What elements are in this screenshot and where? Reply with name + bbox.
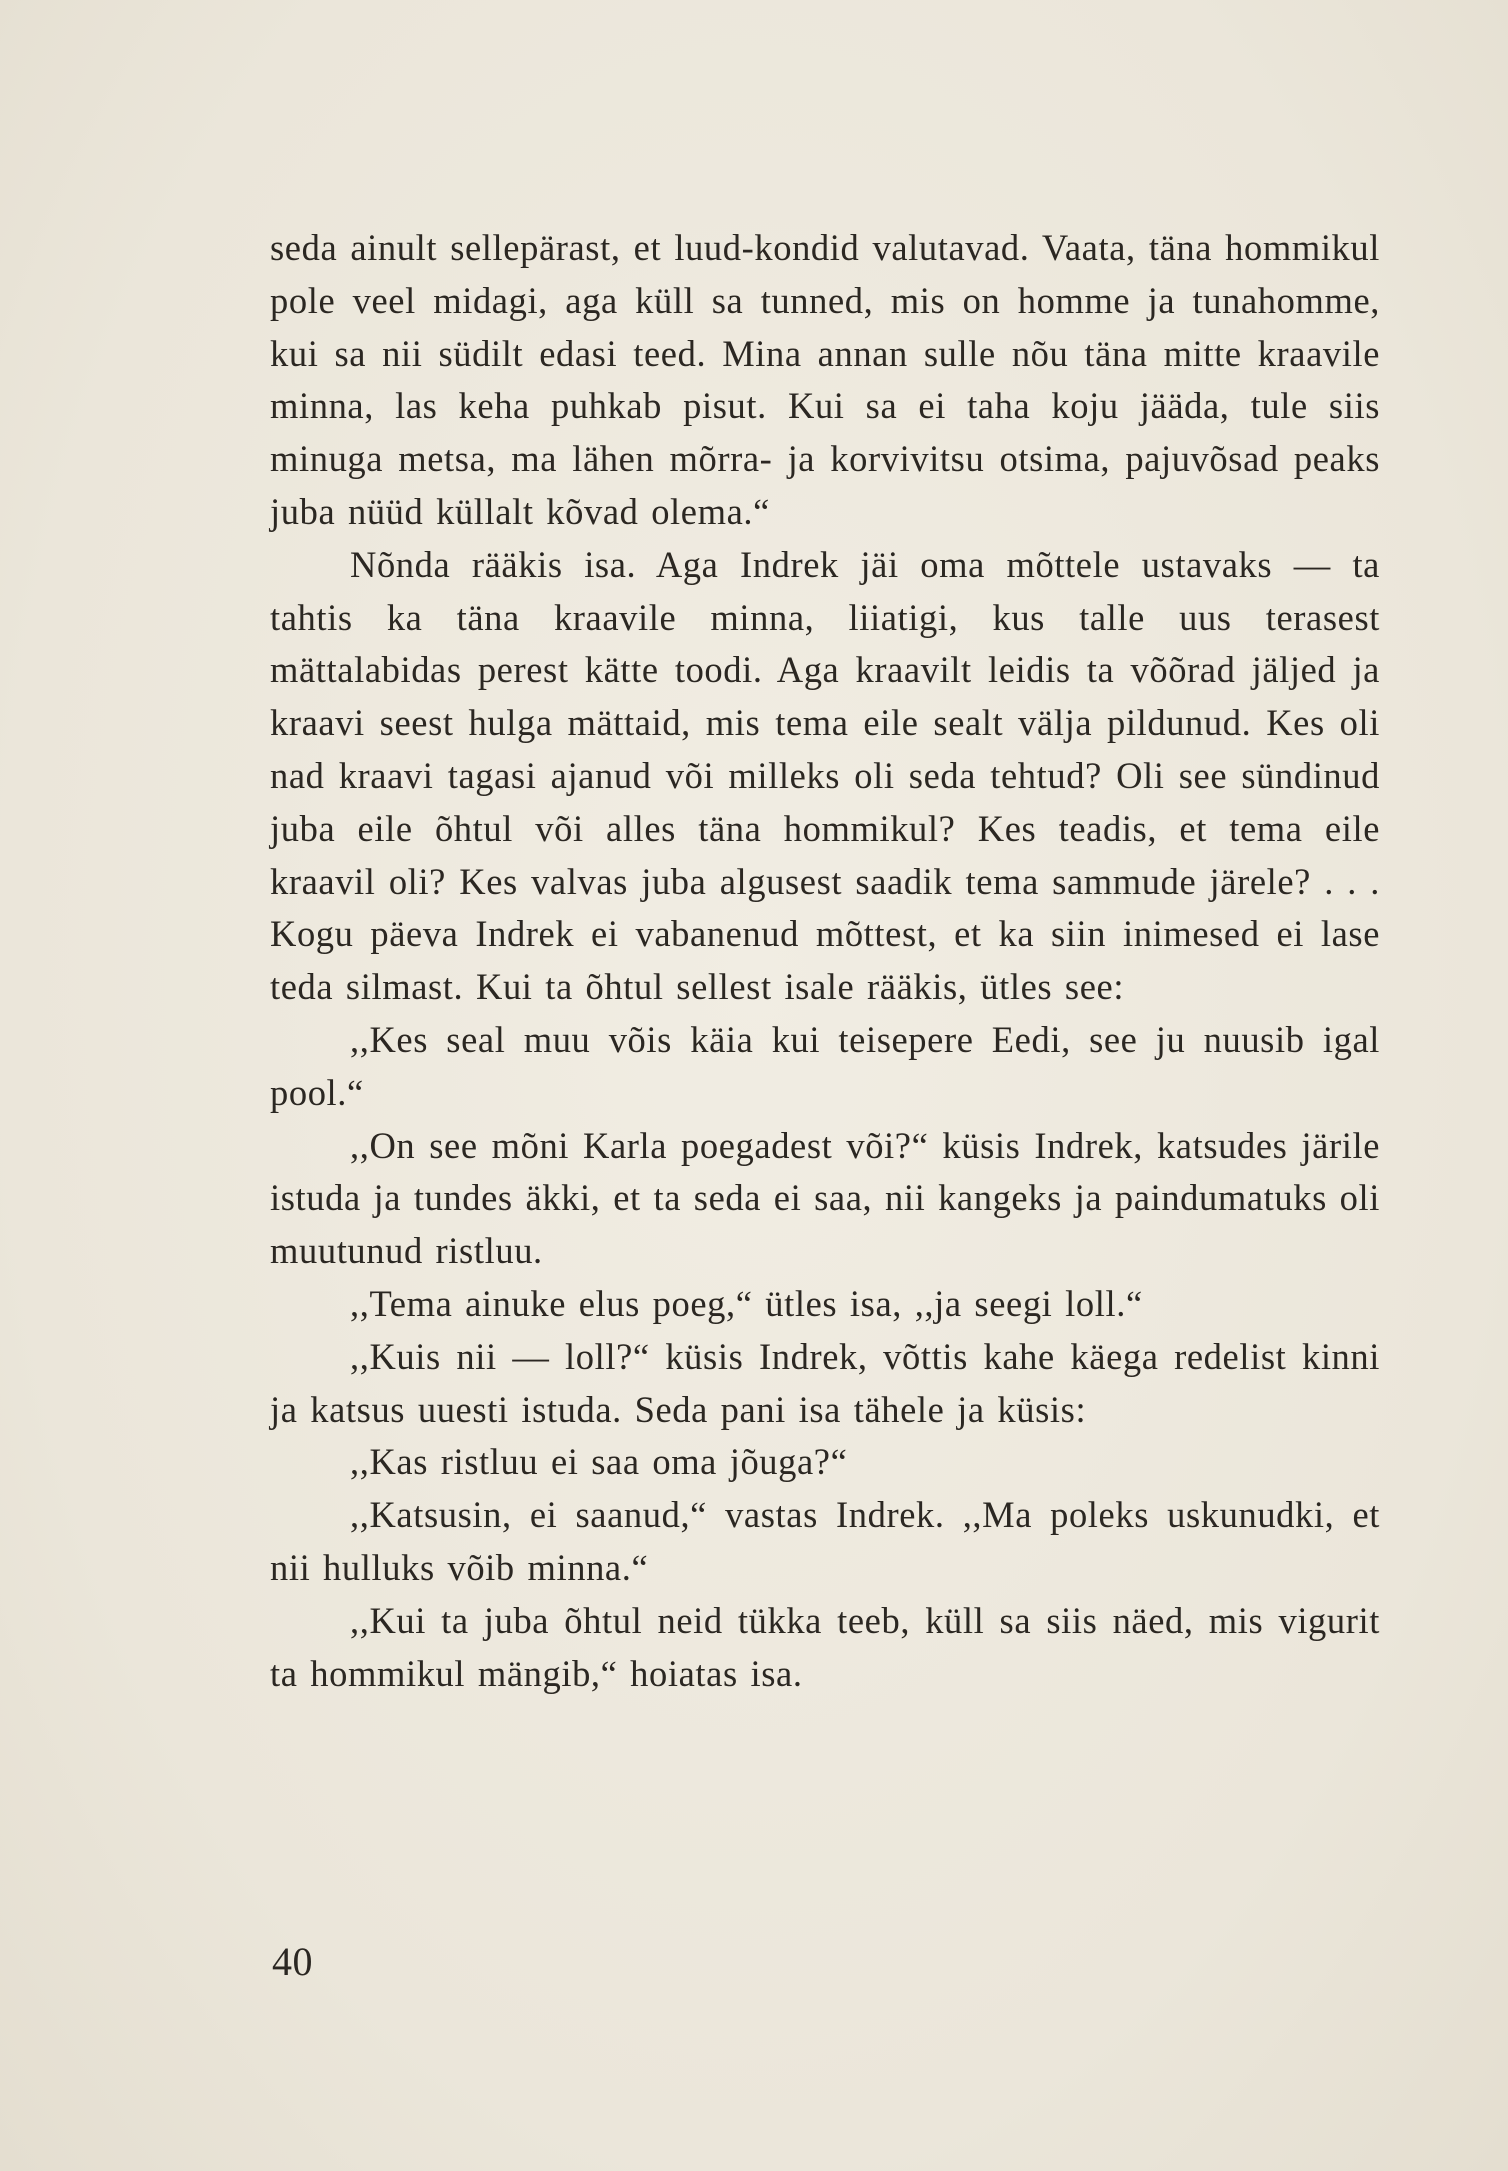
paragraph: Nõnda rääkis isa. Aga Indrek jäi oma mõttele ustavaks — ta tahtis ka täna kraavile minna, liiatigi, kus talle uus terasest mättalabidas perest kätte toodi. Aga kraavilt leidis ta võõrad jäljed ja kraavi seest hulga mättaid, mis tema eile sealt välja pildunud. Kes oli nad kraavi tagasi ajanud või milleks oli seda tehtud? Oli see sündinud juba eile õhtul või alles täna hommikul? Kes teadis, et tema eile kraavil oli? Kes valvas juba algusest saadik tema sammude järele? . . . Kogu päeva Indrek ei vabanenud mõttest, et ka siin inimesed ei lase teda silmast. Kui ta õhtul sellest isale rääkis, ütles see: — [270, 543, 1380, 1008]
paragraph: ,,Katsusin, ei saanud,“ vastas Indrek. ,,Ma poleks uskunudki, et nii hulluks võib minna.“ — [270, 1494, 1380, 1588]
paragraph: ,,Tema ainuke elus poeg,“ ütles isa, ,,ja seegi loll.“ — [350, 1282, 1143, 1324]
paragraph: ,,On see mõni Karla poegadest või?“ küsis Indrek, katsudes järile istuda ja tundes äkki, et ta seda ei saa, nii kangeks ja paindumatuks oli muutunud ristluu. — [270, 1124, 1380, 1272]
paragraph: ,,Kas ristluu ei saa oma jõuga?“ — [350, 1441, 848, 1483]
paragraph: ,,Kes seal muu võis käia kui teisepere Eedi, see ju nuusib igal pool.“ — [270, 1018, 1380, 1113]
page-number: 40 — [272, 1939, 313, 1984]
paragraph: ,,Kuis nii — loll?“ küsis Indrek, võttis kahe käega redelist kinni ja katsus uuesti istuda. Seda pani isa tähele ja küsis: — [270, 1335, 1380, 1430]
paragraph: seda ainult sellepärast, et luud-kondid valutavad. Vaata, täna hommikul pole veel midagi, aga küll sa tunned, mis on homme ja tunahomme, kui sa nii südilt edasi teed. Mina annan sulle nõu täna mitte kraavile minna, las keha puhkab pisut. Kui sa ei taha koju jääda, tule siis minuga metsa, ma lähen mõrra- ja korvivitsu otsima, pajuvõsad peaks juba nüüd küllalt kõvad olema.“ — [270, 227, 1380, 532]
paragraph: ,,Kui ta juba õhtul neid tükka teeb, küll sa siis näed, mis vigurit ta hommikul mängib,“ hoiatas isa. — [270, 1599, 1380, 1694]
body-text — [270, 222, 1380, 1700]
